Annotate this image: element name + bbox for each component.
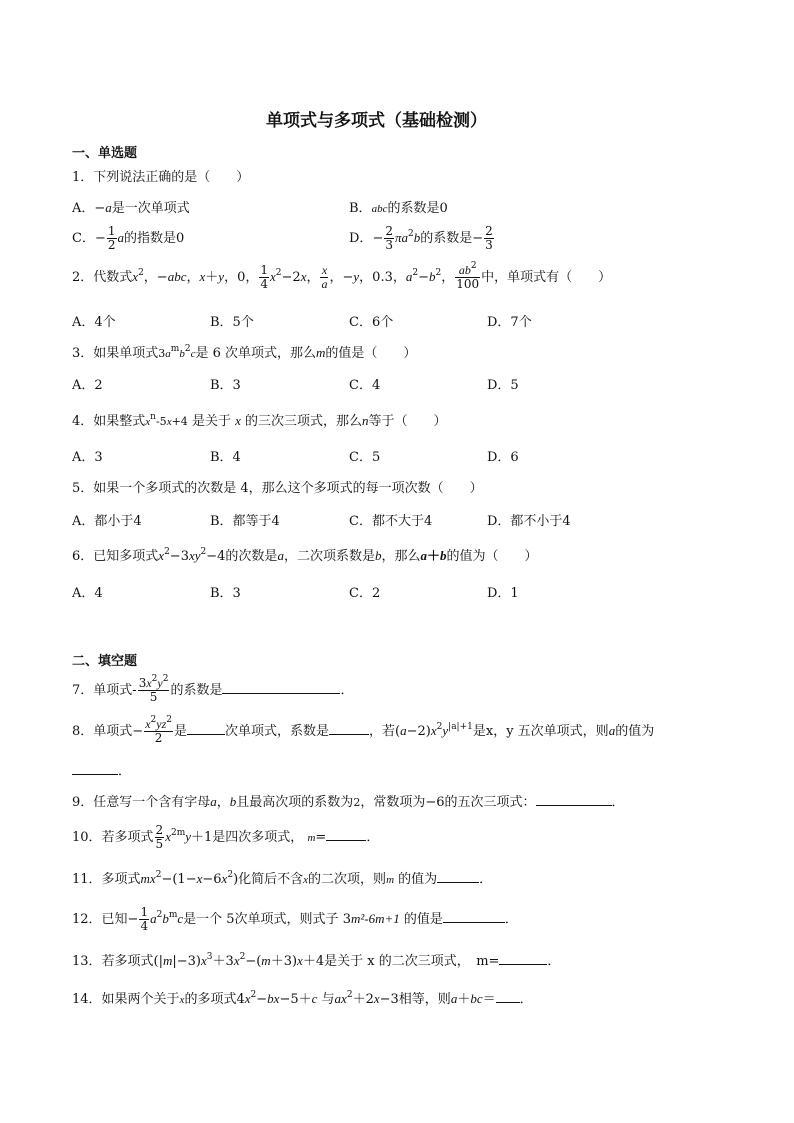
question-4-option-d: D．6 xyxy=(487,450,519,465)
answer-blank[interactable] xyxy=(222,692,340,694)
page-title: 单项式与多项式（基础检测） xyxy=(266,111,487,131)
answer-blank[interactable] xyxy=(187,733,225,735)
question-2-option-a: A．4个 xyxy=(72,315,116,330)
question-6-stem: 6．已知多项式$x^2-3xy^2-4$的次数是a，二次项系数是b，那么a＋b的值为（ ） xyxy=(72,547,538,564)
question-4-stem: 4．如果整式$x^n-5x+4$ 是关于 x 的三次三项式，那么n等于（ ） xyxy=(72,412,447,429)
question-2-option-c: C．6个 xyxy=(349,315,394,330)
question-3-option-a: A．2 xyxy=(72,378,103,393)
question-7: 7．单项式- $\frac{3x^2y^2}{5}$ 的系数是 ． xyxy=(72,674,354,705)
question-13: 13．若多项式$(|m|-3)x^3+3x^2-(m+3)x+4$是关于 x 的二次三项式， m= ． xyxy=(72,952,561,969)
question-1-option-c: C．− $\frac{1}{2}$ a的指数是0 xyxy=(72,224,185,253)
question-4-option-b: B．4 xyxy=(210,450,241,465)
question-1-option-a: A．−a是一次单项式 xyxy=(72,200,190,216)
question-5-stem: 5．如果一个多项式的次数是 4，那么这个多项式的每一项次数（ ） xyxy=(72,481,483,496)
question-3-option-b: B．3 xyxy=(210,378,241,393)
answer-blank[interactable] xyxy=(443,921,505,923)
answer-blank[interactable] xyxy=(536,804,612,806)
question-6-option-c: C．2 xyxy=(349,586,381,601)
question-6-option-a: A．4 xyxy=(72,586,103,601)
question-9: 9．任意写一个含有字母a，b且最高次项的系数为2，常数项为−6的五次三项式： ． xyxy=(72,794,625,810)
question-1-stem: 1．下列说法正确的是（ ） xyxy=(72,170,250,185)
answer-blank[interactable] xyxy=(326,839,366,841)
question-2-option-b: B．5个 xyxy=(210,315,254,330)
answer-blank[interactable] xyxy=(499,963,547,965)
answer-blank[interactable] xyxy=(437,881,479,883)
section-heading-fill-blank: 二、填空题 xyxy=(72,654,138,669)
question-4-option-a: A．3 xyxy=(72,450,103,465)
section-heading-single-choice: 一、单选题 xyxy=(72,146,138,161)
question-5-option-b: B．都等于4 xyxy=(210,514,280,529)
answer-blank[interactable] xyxy=(496,1001,520,1003)
question-1-option-b: B．abc的系数是0 xyxy=(349,201,448,216)
question-8-continued: ． xyxy=(72,760,131,779)
answer-blank[interactable] xyxy=(72,773,118,775)
question-1-option-d: D．− $\frac{2}{3}$ $\pi a^2b$的系数是− $\frac{2}{3}$ xyxy=(349,224,493,253)
question-5-option-d: D．都不小于4 xyxy=(487,514,571,529)
question-8: 8．单项式− $\frac{x^2yz^2}{2}$ 是 次单项式，系数是 ，若$(a-2)x^2y^{|a|+1}$是x，y 五次单项式，则a的值为 xyxy=(72,715,655,746)
question-10: 10．若多项式 $\frac{2}{5}$ $x^{2m}y+1$是四次多项式， m= ． xyxy=(72,823,380,852)
question-2-option-d: D．7个 xyxy=(487,315,532,330)
question-3-option-c: C．4 xyxy=(349,378,381,393)
question-6-option-b: B．3 xyxy=(210,586,241,601)
question-3-option-d: D．5 xyxy=(487,378,519,393)
answer-blank[interactable] xyxy=(329,733,369,735)
question-11: 11．多项式$mx^2-(1-x-6x^2)$化简后不含x的二次项，则m 的值为 ． xyxy=(72,870,493,887)
question-3-stem: 3．如果单项式$3a^mb^2c$是 6 次单项式，那么m的值是（ ） xyxy=(72,344,417,361)
question-2-stem: 2．代数式$x^2$，−abc，x＋y，0， $\frac{1}{4}$ $x^2-2x$， $\frac{x}{a}$ ，−y，0.3，$a^2-b^2$， $\frac{ab^2}{100}$ 中，单项式有（ ） xyxy=(72,261,612,292)
question-14: 14．如果两个关于x的多项式$4x^2-bx-5+c$ 与$ax^2+2x-3$相等，则a＋bc＝ ． xyxy=(72,990,533,1007)
question-5-option-c: C．都不大于4 xyxy=(349,514,433,529)
question-4-option-c: C．5 xyxy=(349,450,381,465)
question-12: 12．已知− $\frac{1}{4}$ $a^2b^mc$是一个 5次单项式，则式子 3m²-6m+1 的值是 ． xyxy=(72,905,518,934)
question-5-option-a: A．都小于4 xyxy=(72,514,142,529)
question-6-option-d: D．1 xyxy=(487,586,519,601)
